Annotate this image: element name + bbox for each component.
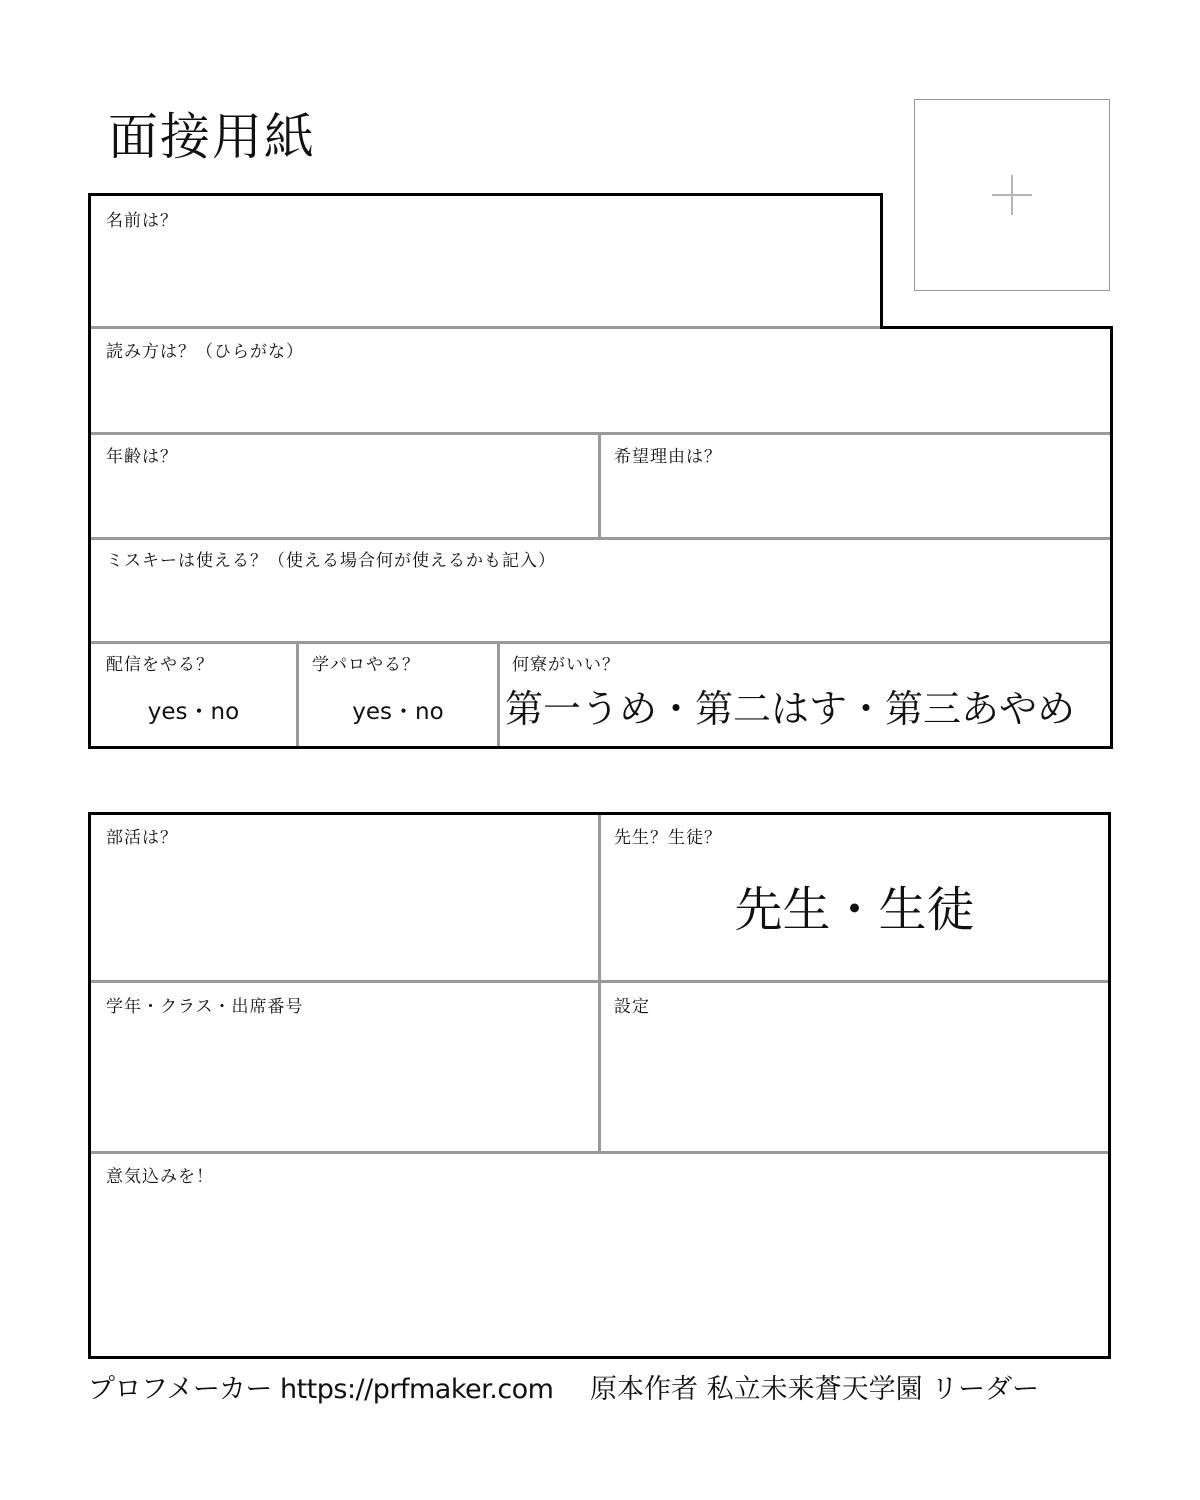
class-label: 学年・クラス・出席番号 [106, 997, 304, 1017]
rule-gakupalo-divider [497, 644, 500, 746]
photo-upload-box[interactable] [914, 99, 1110, 291]
rule-under-class [91, 1151, 1108, 1154]
rule-under-club [91, 980, 1108, 983]
section1-border-left [88, 193, 91, 749]
misskey-label: ミスキーは使える？（使える場合何が使えるかも記入） [106, 551, 556, 571]
section1-border-top [88, 193, 883, 196]
section2-border-bottom [88, 1356, 1111, 1359]
footer-author: 原本作者 私立未来蒼天学園 リーダー [590, 1374, 1040, 1405]
section2-border-left [88, 812, 91, 1359]
footer-maker: プロフメーカー https://prfmaker.com [88, 1374, 554, 1405]
reason-label: 希望理由は？ [614, 447, 722, 467]
age-label: 年齢は？ [106, 447, 178, 467]
club-label: 部活は？ [106, 828, 178, 848]
section2-border-right [1108, 812, 1111, 1359]
reading-label: 読み方は？（ひらがな） [106, 342, 304, 362]
plus-icon [992, 175, 1032, 215]
dorm-label: 何寮がいい？ [512, 655, 620, 675]
page-title: 面接用紙 [108, 108, 316, 166]
name-label: 名前は？ [106, 211, 178, 231]
rule-under-name [91, 326, 880, 329]
rule-club-role-divider [598, 815, 601, 1153]
section1-border-notch-vertical [880, 193, 883, 329]
rule-under-age [91, 537, 1110, 540]
setting-label: 設定 [614, 997, 650, 1017]
section1-border-notch-horizontal [880, 326, 1113, 329]
rule-stream-divider [296, 644, 299, 746]
dorm-options[interactable]: 第一うめ・第二はす・第三あやめ [505, 687, 1076, 731]
gakupalo-options[interactable]: yes・no [352, 699, 444, 725]
role-label: 先生？生徒？ [614, 828, 722, 848]
section1-border-right [1110, 326, 1113, 749]
rule-under-misskey [91, 641, 1110, 644]
section1-border-bottom [88, 746, 1113, 749]
gakupalo-label: 学パロやる？ [312, 655, 420, 675]
stream-label: 配信をやる？ [106, 655, 214, 675]
motivation-label: 意気込みを！ [106, 1167, 214, 1187]
stream-options[interactable]: yes・no [147, 699, 240, 725]
rule-age-reason-divider [598, 435, 601, 537]
role-options[interactable]: 先生・生徒 [734, 882, 975, 938]
